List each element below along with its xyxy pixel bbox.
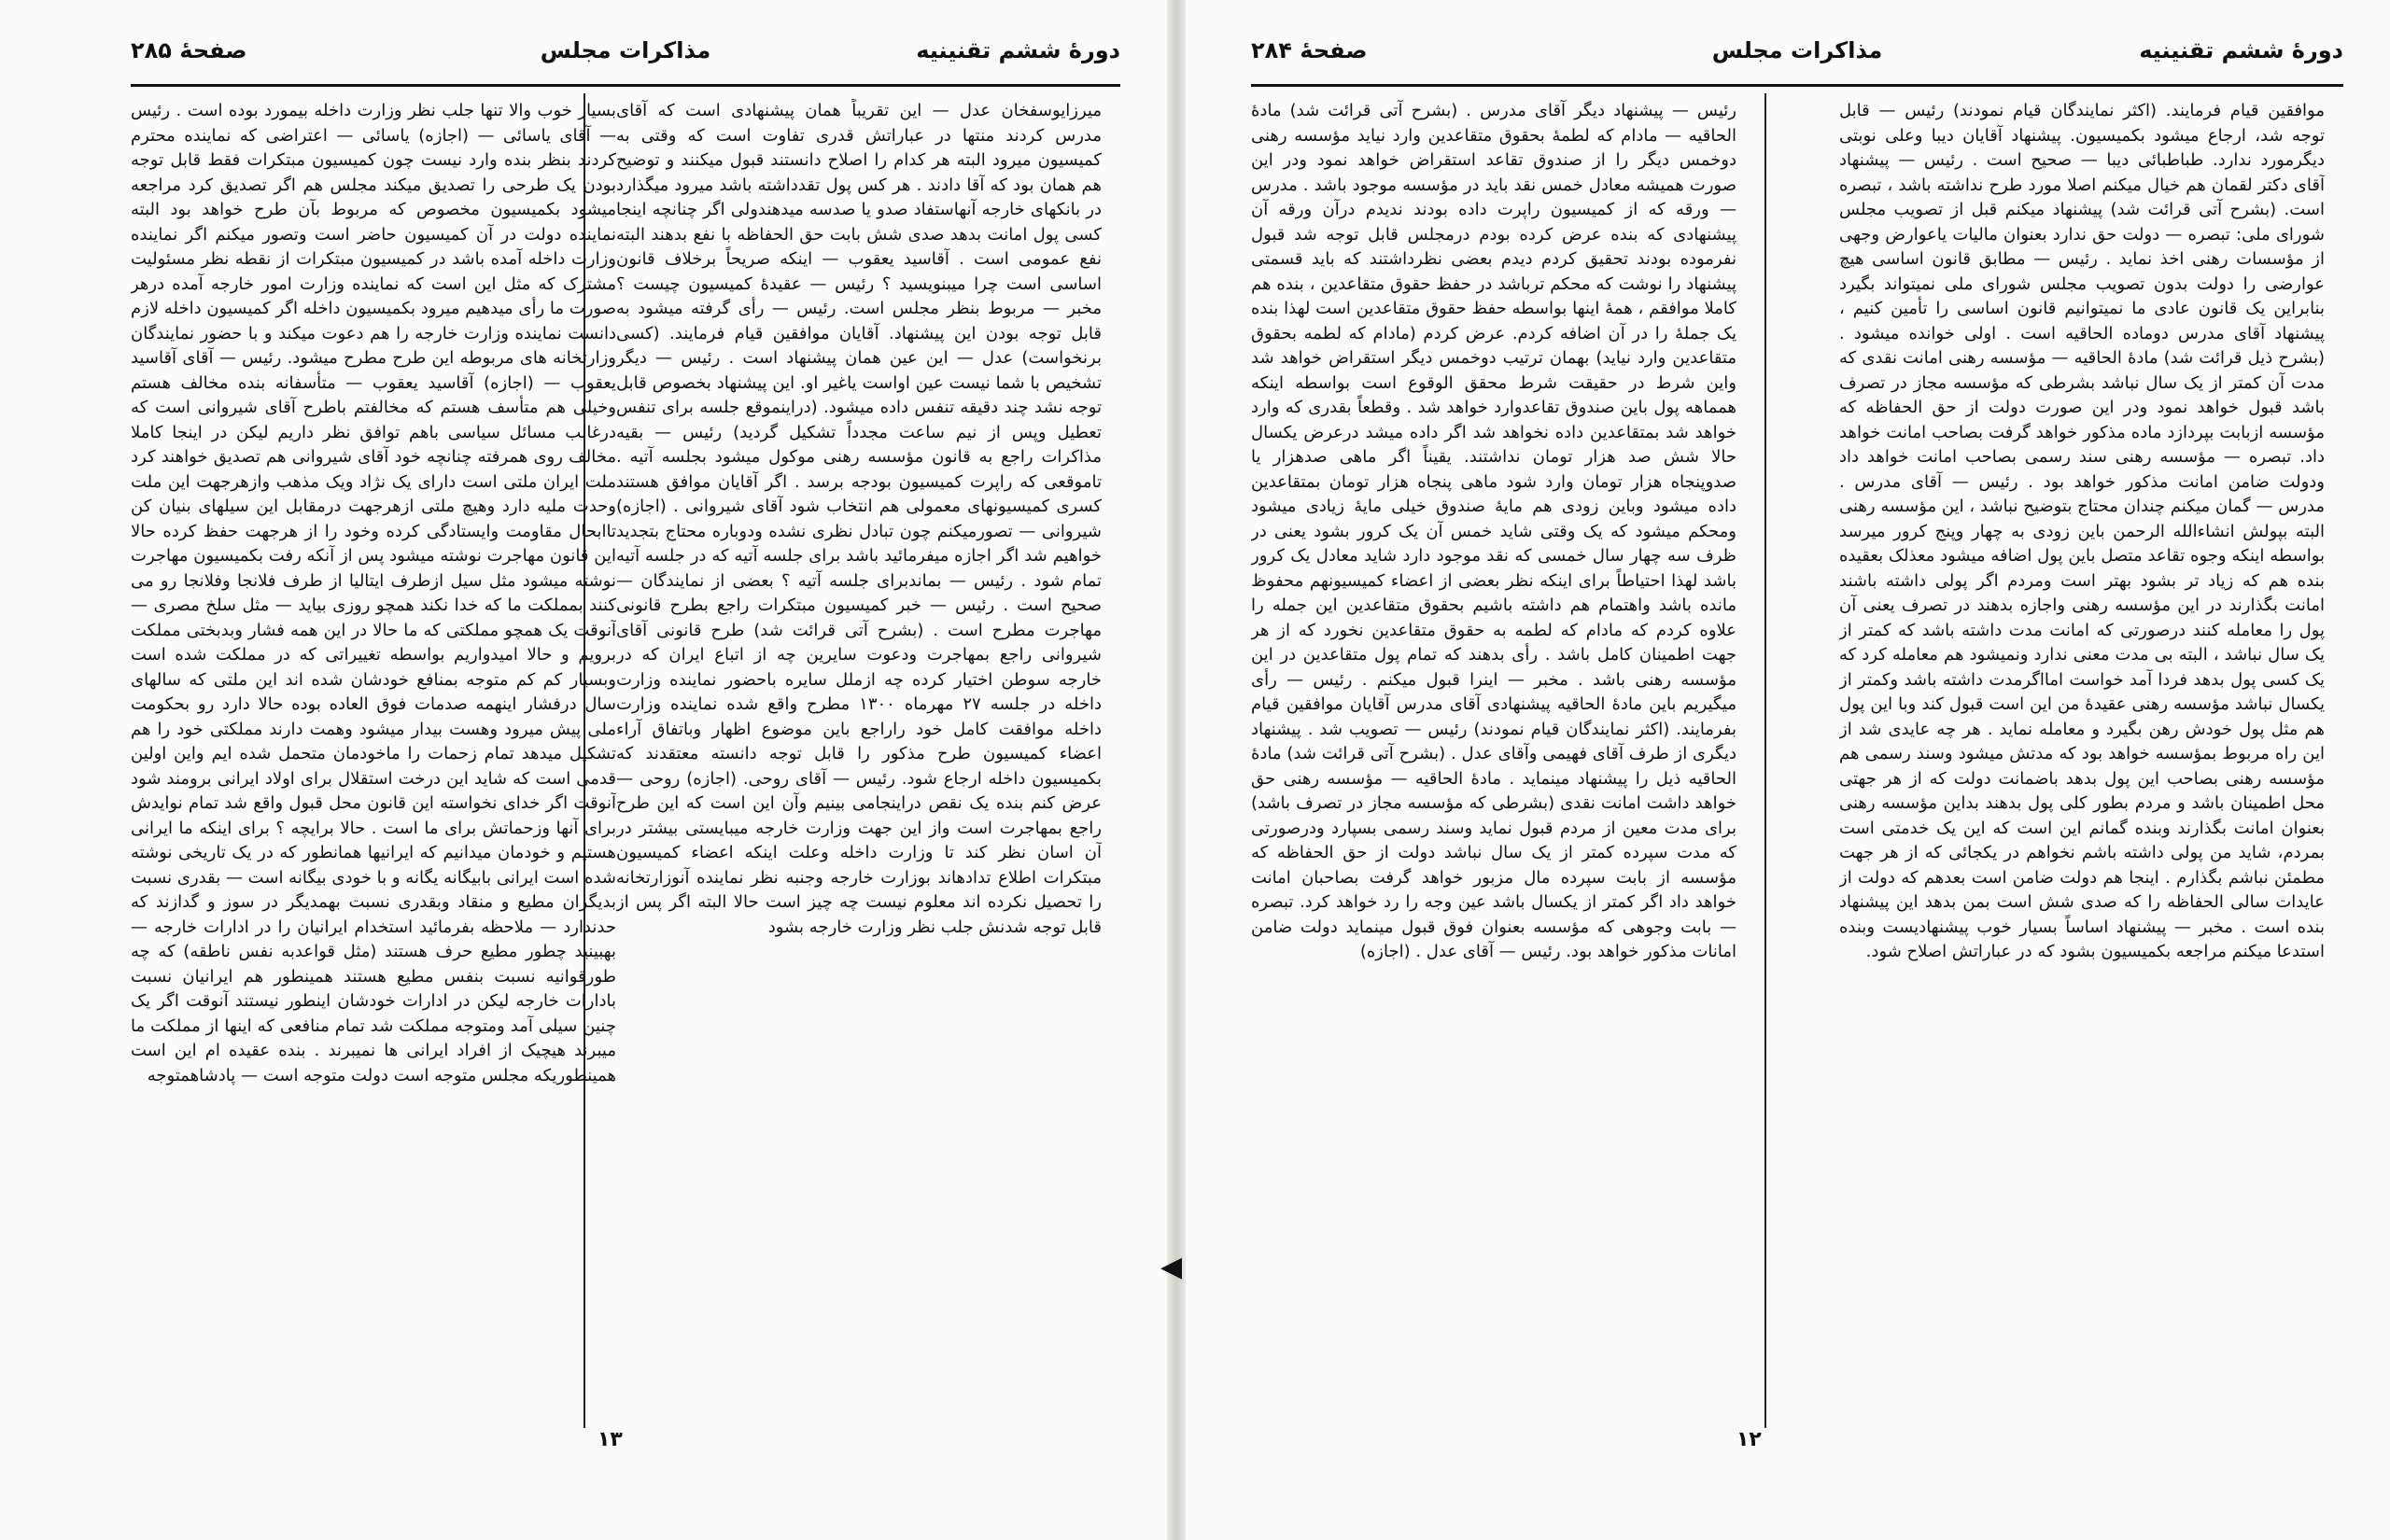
text-column-left	[1251, 99, 1736, 1424]
right-page-header	[1251, 37, 2343, 75]
session-title: دورهٔ ششم تقنینیه	[916, 37, 1120, 63]
binding-mark: ◀	[1160, 1251, 1183, 1283]
book-gutter	[1167, 0, 1186, 1540]
column-divider	[1764, 93, 1766, 1428]
folio-number: ۱۲	[1736, 1428, 1762, 1451]
page-number: صفحهٔ ۲۸۴	[1251, 37, 1368, 63]
text-column-right	[616, 99, 1102, 1424]
journal-title: مذاکرات مجلس	[1711, 37, 1883, 63]
folio-number: ۱۳	[598, 1428, 623, 1451]
session-title: دورهٔ ششم تقنینیه	[2139, 37, 2343, 63]
column-text: موافقین قیام فرمایند. (اکثر نمایندگان قیام نمودند) رئیس — قابل توجه شد، ارجاع میشود بکمیسیون. پیشنهاد آقایان دیبا وعلی نوبتی دیگرمورد ندارد. طباطبائی دیبا — صحیح است . رئیس — پیشنهاد آقای دکتر لقمان هم خیال میکنم اصلا مورد طرح نداشته باشد ، تبصره است. (بشرح آتی قرائت شد) پیشنهاد میکنم قبل از تصویب مجلس شورای ملی: تبصره — دولت حق ندارد بعنوان مالیات یاعوارض وجهی از مؤسسات رهنی اخذ نماید . رئیس — مطابق قانون اساسی هیچ عوارضی را دولت بدون تصویب مجلس شورای ملی نمیتواند بگیرد بنابراین یک قانون عادی ما نمیتوانیم قانون اساسی را تأمین کنیم ، پیشنهاد آقای مدرس دوماده الحاقیه است . اولی خوانده میشود . (بشرح ذیل قرائت شد) مادهٔ الحاقیه — مؤسسه رهنی امانت نقدی که مدت آن کمتر از یک سال نباشد بشرطی که مؤسسه مجاز در تصرف باشد قبول خواهد نمود ودر این صورت دولت از حق الحفاظه که مؤسسه ازبابت بپردازد ماده مذکور خواهد گرفت بصاحب امانت خواهد داد. تبصره — مؤسسه رهنی سند رسمی بصاحب امانت خواهد داد ودولت ضامن امانت مذکور خواهد بود . رئیس — آقای مدرس . مدرس — گمان میکنم چندان محتاج بتوضیح نباشد ، این مؤسسه رهنی البته بپولش انشاءالله الرحمن باین زودی به چهار وپنج کرور میرسد بواسطه اینکه وجوه تقاعد متصل باین پول اضافه میشود معذلک بعقیده بنده هم که زیاد تر بشود بهتر است ومردم اگر پولی داشته باشند امانت بگذارند در این مؤسسه رهنی واجازه بدهند در تصرف یعنی آن پول را معامله کنند درصورتی که امانت مدت داشته باشد که کمتر از یک سال نباشد ، البته بی مدت معنی ندارد ونمیشود هم معامله کرد که یک کسی پول بدهد فردا آمد خواست امااگرمدت داشته باشد وکمتر از یکسال نباشد مؤسسه رهنی عقیدهٔ من این است قبول کند وبا این پول هم مثل پول خودش رهن بگیرد و معامله نماید . هر چه عایدی شد از این راه مربوط بمؤسسه خواهد بود که مدتش میشود وسند رسمی هم مؤسسه رهنی بصاحب این پول بدهد باضمانت دولت که از هر جهتی محل اطمینان باشد و مردم بطور کلی پول بدهند بداین مؤسسه رهنی بعنوان امانت بگذارند وبنده گمانم این است که این یک خدمتی است بمردم، شاید من پولی داشته باشم نخواهم در یکجائی که از هر جهت مطمئن نباشم بگذارم . اینجا هم دولت ضامن است بعدهم که دولت از عایدات سالی الحفاظه را که صدی شش است بمن بدهد این پیشنهاد بنده است . مخبر — پیشنهاد اساساً بسیار خوب پیشنهادیست وبنده استدعا میکنم مراجعه بکمیسیون بشود که در عباراتش اصلاح شود.	[1839, 101, 2325, 961]
text-column-right	[1839, 99, 2325, 1424]
header-rule	[1251, 84, 2343, 87]
journal-title: مذاکرات مجلس	[540, 37, 711, 63]
page-number: صفحهٔ ۲۸۵	[131, 37, 247, 63]
left-page	[0, 0, 1167, 1540]
column-text: بسیار خوب والا تنها جلب نظر وزارت داخله بیمورد بوده است . رئیس — آقای یاسائی — (اجازه) یاسائی — اعتراضی که نماینده محترم کردند بنظر بنده وارد نیست چون کمیسیون مبتکرات فقط قابل توجه بودن یک طرحی را تصدیق میکند مجلس هم اگر تصدیق کرد مراجعه میشود بکمیسیون مخصوص که مربوط بآن طرح خواهد بود البته نماینده دولت در آن کمیسیون حاضر است وتصور میکنم اگر نماینده وزارت داخله آمده باشد در کمیسیون مبتکرات از نقطه نظر مسئولیت مشترک که مثل این است که نماینده وزارت امور خارجه آمده درهر صورت ما رأی میدهیم میرود بکمیسیون داخله اگر کمیسیون داخله لازم دانست نماینده وزارت خارجه را هم دعوت میکند و با حضور نمایندگان وزارتخانه های مربوطه این طرح مطرح میشود. رئیس — آقای آقاسید یعقوب — (اجازه) آقاسید یعقوب — متأسفانه بنده مخالف هستم وخیلی هم متأسف هستم که مخالفتم باطرح آقای شیروانی است که درغالب مسائل سیاسی باهم توافق نظر داریم لیکن در اینجا کاملا مخالف روی همرفته چنانچه خود آقای شیروانی هم تصدیق خواهند کرد ملت ایران ملتی است دارای یک نژاد ویک مذهب وازهرجهت این ملت وحدت ملیه دارد وهیچ ملتی ازهرجهت درمقابل این سیلهای بنیان کن تاابحال مقاومت وایستادگی کرده وخود را از هرجهت حفظ کرده حالا این قانون مهاجرت نوشته میشود پس از آنکه رفت بکمیسیون مهاجرت نوشته میشود مثل سیل ازطرف ایتالیا از طرف فلانجا وفلانجا رو می کنند بمملکت ما که خدا نکند همچو روزی بیاید — مثل سلخ مصری — آنوقت یک همچو مملکتی که ما حالا در این همه فشار وبدبختی مملکت برویم و حالا امیدواریم بواسطه تغییراتی که در مملکت شده است وبسیار کم کم متوجه بمنافع خودشان شده اند این ملتی که سالهای سال درفشار اینهمه صدمات فوق العاده بوده حالا دارد رو بحکومت ملی پیش میرود وهست بیدار میشود وهمت دارند مملکتی خود را هم تشکیل میدهد تمام زحمات را ماخودمان متحمل شده ایم واین اولین قدمی است که شاید این درخت استقلال برای اولاد ایرانی برومند شود آنوقت اگر خدای نخواسته این قانون محل قبول واقع شد تمام نوایدش برای آنها وزحماتش برای ما است . حالا برایچه ؟ برای اینکه ما ایرانی هستیم و خودمان میدانیم که ایرانیها همانطور که در یک تاریخی نوشته شده است ایرانی بابیگانه یگانه و با خودی بیگانه است — بقدری نسبت بدیگران مطیع و منقاد وبقدری نسبت بهمدیگر در سوز و گدازند که حدندارد — ملاحظه بفرمائید استخدام ایرانیان را در ادارات خارجه — بهبینید چطور مطیع حرف هستند (مثل قواعدبه نفس ناطقه) که چه طورقوانیه نسبت بنفس مطیع هستند همینطور هم ایرانیان نسبت بادارات خارجه لیکن در ادارات خودشان اینطور نیستند آنوقت اگر یک چنین سیلی آمد ومتوجه مملکت شد تمام منافعی که اینها از مملکت ما میبرند هیچیک از افراد ایرانی ها نمیبرند . بنده عقیده ام این است همینطوریکه مجلس متوجه است دولت متوجه است — پادشاهمتوجه	[131, 101, 616, 1085]
right-page	[1186, 0, 2390, 1540]
column-text: رئیس — پیشنهاد دیگر آقای مدرس . (بشرح آتی قرائت شد) مادهٔ الحاقیه — مادام که لطمهٔ بحقوق متقاعدین وارد نیاید مؤسسه رهنی دوخمس دیگر را از صندوق تقاعد استقراض خواهد نمود ودر این صورت همیشه معادل خمس نقد باید در مؤسسه موجود باشد . مدرس — ورقه که از کمیسیون راپرت داده بودند ندیدم درآن ورقه آن پیشنهادی که بنده عرض کرده بودم درمجلس قابل توجه شد قبول نفرموده بودند تحقیق کردم دیدم بعضی نظرداشتند که باید قسمتی پیشنهاد را نوشت که محکم ترباشد در حفظ حقوق متقاعدین ، بنده هم کاملا موافقم ، همهٔ اینها بواسطه حفظ حقوق متقاعدین است لهذا بنده یک جملهٔ را در آن اضافه کردم. عرض کردم (مادام که لطمه بحقوق متقاعدین وارد نیاید) بهمان ترتیب دوخمس دیگر استقراض خواهد شد واین شرط در حقیقت شرط محقق الوقوع است بواسطه اینکه همماهه پول باین صندوق تقاعدوارد خواهد شد . وقطعاً بقدری که وارد خواهد شد بمتقاعدین داده نخواهد شد اگر داده میشد درعرض یکسال حالا شش صد هزار تومان نداشتند. یقیناً اگر ماهی صدهزار یا صدوپنجاه هزار تومان وارد شود ماهی پنجاه هزار تومان بمتقاعدین داده میشود وباین زودی هم مایهٔ صندوق خیلی مایهٔ زیادی میشود ومحکم میشود که یک وقتی شاید خمس آن یک کرور بشود یعنی در ظرف سه چهار سال خمسی که نقد موجود دارد شاید معادل یک کرور باشد لهذا احتیاطاً برای اینکه نظر بعضی از اعضاء کمیسیونهم محفوظ مانده باشد واهتمام هم داشته باشیم بحقوق متقاعدین این جمله را علاوه کردم که مادام که لطمه به حقوق متقاعدین نخورد که از هر جهت اطمینان کامل باشد . رأی بدهند که تمام پول متقاعدین در این مؤسسه رهنی باشد . مخبر — اینرا قبول میکنم . رئیس — رأی میگیریم باین مادهٔ الحاقیه پیشنهادی آقای مدرس آقایان موافقین قیام بفرمایند. (اکثر نمایندگان قیام نمودند) رئیس — تصویب شد . پیشنهاد دیگری از طرف آقای فهیمی وآقای عدل . (بشرح آتی قرائت شد) مادهٔ الحاقیه ذیل را پیشنهاد مینماید . مادهٔ الحاقیه — مؤسسه رهنی حق خواهد داشت امانت نقدی (بشرطی که مؤسسه مجاز در تصرف باشد) برای مدت معین از مردم قبول نماید وسند رسمی بسپارد ودرصورتی که مدت سپرده کمتر از یک سال نباشد دولت از حق الحفاظه که مؤسسه از بابت سپرده مال مزبور خواهد گرفت بصاحبان امانت خواهد داد اگر کمتر از یکسال باشد عین وجه را رد خواهد کرد. تبصره — بابت وجوهی که مؤسسه بعنوان فوق قبول مینماید دولت ضامن امانات مذکور خواهد بود. رئیس — آقای عدل . (اجازه)	[1251, 101, 1736, 961]
left-page-header	[131, 37, 1120, 75]
text-column-left	[131, 99, 616, 1424]
header-rule	[131, 84, 1120, 87]
column-text: میرزایوسفخان عدل — این تقریباً همان پیشنهادی است که آقای مدرس کردند منتها در عباراتش قدری تفاوت است که وقتی به کمیسیون میرود البته هر کدام را اصلاح دانستند قبول میکنند و توضیح هم همان بود که آقا دادند . هر کس پول تقدداشته باشد میرود میگذارد در بانکهای خارجه آنهاستفاد صدو یا صدسه میدهندولی اگر چنانچه اینجا کسی پول امانت بدهد صدی شش بابت حق الحفاظه با نفع بدهند البته نفع عمومی است . آقاسید یعقوب — اینکه صریحاً برخلاف قانون اساسی است چرا میبنویسید ؟ رئیس — عقیدهٔ کمیسیون چیست ؟ مخبر — مربوط بنظر مجلس است. رئیس — رأی گرفته میشود به قابل توجه بودن این پیشنهاد. آقایان موافقین قیام فرمایند. (کسی برنخواست) عدل — این عین همان پیشنهاد است . رئیس — دیگر تشخیص با شما نیست عین اواست یاغیر او. این پیشنهاد بخصوص قابل توجه نشد چند دقیقه تنفس داده میشود. (دراینموقع جلسه برای تنفس تعطیل وپس از نیم ساعت مجدداً تشکیل گردید) رئیس — بقیه مذاکرات راجع به قانون مؤسسه رهنی موکول میشود بجلسه آتیه . تاموقعی که راپرت کمیسیون بودجه برسد . اگر آقایان موافق هستند کسری کمیسیونهای معمولی هم انتخاب شود آقای شیروانی . (اجازه) شیروانی — تصورمیکنم چون تبادل نظری نشده ودوباره محتاج بتجدید خواهیم شد اگر اجازه میفرمائید باشد برای جلسه آتیه که در جلسه آتیه تمام شود . رئیس — بماندبرای جلسه آتیه ؟ بعضی از نمایندگان — صحیح است . رئیس — خبر کمیسیون مبتکرات راجع بطرح قانونی مهاجرت مطرح است . (بشرح آتی قرائت شد) طرح قانونی آقای شیروانی راجع بمهاجرت ودعوت سایرین چه از اتباع ایران که در خارجه سوطن اختیار کرده چه ازملل سایره باحضور نماینده وزارت داخله در جلسه ۲۷ مهرماه ۱۳۰۰ مطرح واقع شده نماینده وزارت داخله موافقت کامل خود راراجع باین موضوع اظهار وباتفاق آراء اعضاء کمیسیون طرح مذکور را قابل توجه دانسته معتقدند که بکمیسیون داخله ارجاع شود. رئیس — آقای روحی. (اجازه) روحی — عرض کنم بنده یک نقص دراینجامی بینیم وآن این است که این طرح راجع بمهاجرت است واز این جهت وزارت خارجه میبایستی بیشتر در آن اسان نظر کند تا وزارت داخله وعلت اینکه اعضاء کمیسیون مبتکرات اطلاع تدادهاند بوزارت خارجه وجنبه نظر نماینده آنوزارتخانه را تحصیل نکرده اند معلوم نیست چه چیز است حالا البته اگر پس از قابل توجه شدنش جلب نظر وزارت خارجه بشود	[616, 101, 1102, 937]
